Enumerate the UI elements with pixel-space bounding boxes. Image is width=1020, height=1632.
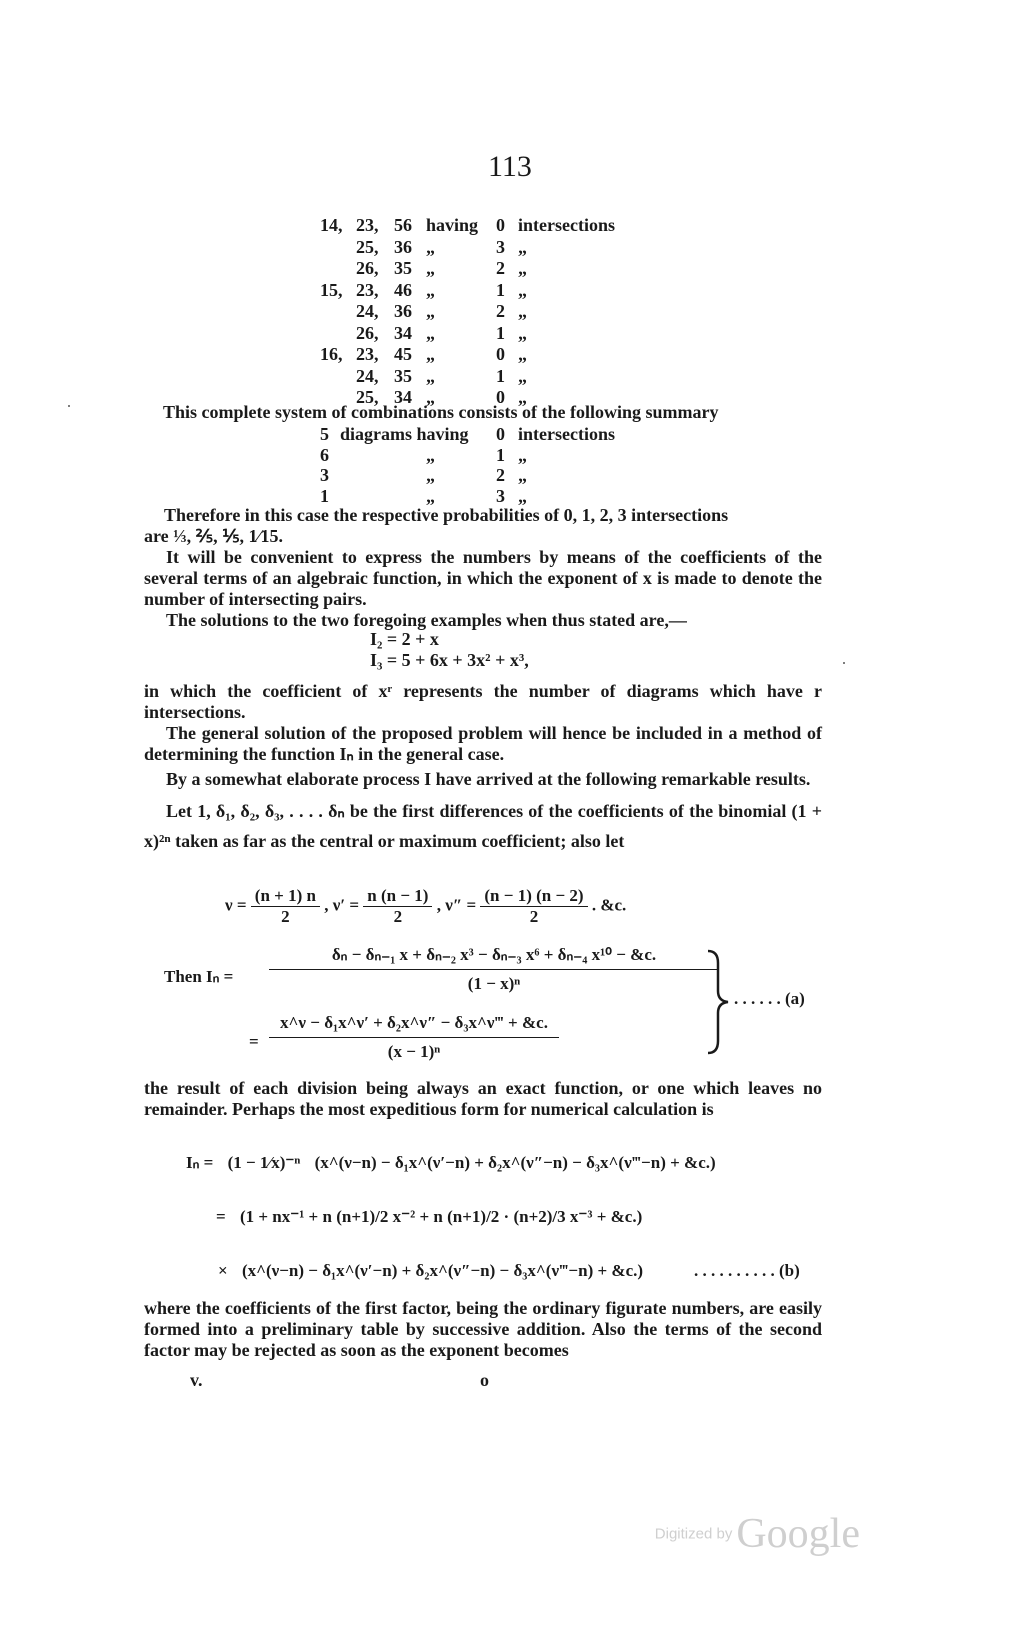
combination-cell-d: „	[426, 279, 435, 300]
summary-row	[320, 486, 650, 507]
combination-cell-b: 26,	[356, 258, 379, 278]
combination-cell-b: 23,	[356, 215, 379, 235]
combination-row	[320, 258, 650, 280]
equation-b-first-factor: (1 − 1⁄x)⁻ⁿ	[227, 1153, 301, 1172]
combination-cell-a: 15,	[320, 279, 343, 300]
equation-a-numerator-2: x^ν − δ₁x^ν′ + δ₂x^ν″ − δ₃x^ν‴ + &c.	[269, 1013, 559, 1038]
combination-cell-d: „	[426, 365, 435, 386]
combination-cell-e: 3	[496, 236, 505, 257]
combination-cell-c: 45	[394, 344, 412, 364]
equation-b-line-2-equals: =	[216, 1207, 226, 1226]
combination-cell-e: 2	[496, 258, 505, 278]
equation-i3: I₃ = 5 + 6x + 3x² + x³,	[370, 650, 529, 670]
combination-cell-b: 23,	[356, 279, 379, 300]
nu-double-prime-fraction: $\frac{(n - 1) (n - 2)}{2}$	[480, 886, 587, 927]
signature-mark-center: o	[480, 1370, 489, 1390]
combination-row	[320, 237, 650, 259]
combination-cell-d: „	[426, 236, 435, 257]
combination-row	[320, 366, 650, 388]
equation-b-lhs: Iₙ =	[186, 1153, 214, 1172]
combination-cell-d: „	[426, 344, 435, 364]
page-number: 113	[488, 150, 532, 183]
combination-cell-b: 23,	[356, 344, 379, 364]
equation-b-line-1	[186, 1153, 716, 1173]
paragraph-solutions: The solutions to the two foregoing examples when thus stated are,—	[166, 610, 687, 630]
combination-cell-e: 0	[496, 215, 505, 235]
paragraph-first-differences: Let 1, δ₁, δ₂, δ₃, . . . . δₙ be the first differences of the coefficients of the binomial (1 + x)²ⁿ taken as far as the central or maximum coefficient; also let	[144, 801, 822, 851]
summary-row	[320, 465, 650, 486]
summary-row	[320, 424, 650, 445]
digitized-watermark	[655, 1510, 860, 1558]
combination-cell-f: „	[518, 344, 527, 364]
equation-b-line-2	[216, 1207, 642, 1227]
combinations-table	[320, 215, 650, 409]
nu-definitions	[225, 886, 626, 927]
summary-cell-a: 5	[320, 424, 329, 444]
combination-cell-f: „	[518, 301, 527, 321]
equation-a	[164, 945, 834, 1075]
summary-cell-e: 1	[496, 444, 505, 465]
combination-row	[320, 215, 650, 237]
combination-cell-b: 26,	[356, 322, 379, 343]
summary-cell-d: „	[426, 465, 435, 485]
combination-cell-d: „	[426, 387, 435, 407]
summary-cell-d: „	[426, 444, 435, 465]
combination-cell-e: 1	[496, 322, 505, 343]
equation-a-denominator-1: (1 − x)ⁿ	[467, 974, 521, 993]
combination-cell-f: „	[518, 236, 527, 257]
combination-cell-c: 36	[394, 301, 412, 321]
combination-row	[320, 344, 650, 366]
equation-b-line-3	[218, 1261, 643, 1281]
equation-b-second-factor: (x^(ν−n) − δ₁x^(ν′−n) + δ₂x^(ν″−n) − δ₃x^(ν‴−n) + &c.)	[314, 1153, 716, 1172]
google-logo: Google	[736, 1511, 860, 1557]
combination-cell-f: „	[518, 387, 527, 407]
combination-row	[320, 280, 650, 302]
combination-cell-e: 0	[496, 387, 505, 407]
equation-a-equals-2: =	[249, 1032, 259, 1051]
combination-cell-d: having	[426, 215, 479, 235]
equation-a-fraction-1	[269, 945, 719, 994]
equation-a-fraction-2	[269, 1013, 559, 1062]
equation-a-denominator-2: (x − 1)ⁿ	[387, 1042, 441, 1061]
paragraph-coefficient-meaning: in which the coefficient of xʳ represents the number of diagrams which have r intersections.	[144, 681, 822, 722]
summary-cell-a: 1	[320, 485, 329, 506]
combination-cell-b: 24,	[356, 365, 379, 386]
combination-cell-c: 56	[394, 215, 412, 235]
print-speck	[68, 405, 70, 407]
combination-cell-b: 24,	[356, 301, 379, 321]
combination-cell-b: 25,	[356, 387, 379, 407]
summary-row	[320, 445, 650, 466]
combination-cell-e: 1	[496, 365, 505, 386]
equation-b	[186, 1145, 826, 1295]
combination-cell-f: „	[518, 365, 527, 386]
summary-cell-e: 3	[496, 485, 505, 506]
equation-b-figurate-series: (1 + nx⁻¹ + n (n+1)/2 x⁻² + n (n+1)/2 · (n+2)/3 x⁻³ + &c.)	[239, 1207, 643, 1226]
watermark-small-text: Digitized by	[654, 1525, 733, 1543]
combination-cell-e: 1	[496, 279, 505, 300]
combination-cell-f: „	[518, 322, 527, 343]
summary-cell-e: 0	[496, 424, 505, 444]
paragraph-probabilities-values: are ⅓, ⅖, ⅕, 1⁄15.	[144, 526, 284, 546]
combination-cell-c: 35	[394, 365, 412, 386]
then-label: Then Iₙ =	[164, 967, 234, 986]
summary-cell-f: „	[518, 444, 527, 465]
paragraph-figurate-numbers: where the coefficients of the first factor, being the ordinary figurate numbers, are easily formed into a preliminary table by successive addition. Also the terms of the second factor may be rejected as soon as the exponent becomes	[144, 1298, 822, 1360]
combination-cell-d: „	[426, 322, 435, 343]
combination-cell-e: 0	[496, 344, 505, 364]
combination-cell-f: intersections	[518, 215, 615, 235]
signature-mark-left: v.	[190, 1370, 203, 1390]
summary-cell-d: diagrams having	[340, 424, 469, 444]
equation-i2: I₂ = 2 + x	[370, 629, 439, 649]
paragraph-exact-function: the result of each division being always an exact function, or one which leaves no remainder. Perhaps the most expeditious form for numerical calculation is	[144, 1078, 822, 1119]
nu-fraction: $\frac{(n + 1) n}{2}$	[251, 886, 320, 927]
summary-cell-e: 2	[496, 465, 505, 485]
combination-cell-a: 14,	[320, 215, 343, 235]
combination-cell-f: „	[518, 258, 527, 278]
paragraph-general-solution: The general solution of the proposed problem will hence be included in a method of determining the function Iₙ in the general case.	[144, 723, 822, 764]
equation-b-power-series: (x^(ν−n) − δ₁x^(ν′−n) + δ₂x^(ν″−n) − δ₃x^(ν‴−n) + &c.)	[241, 1261, 644, 1280]
nu-double-prime-label: , ν″ =	[436, 895, 477, 915]
summary-cell-f: intersections	[518, 424, 615, 444]
combination-cell-a: 16,	[320, 344, 343, 364]
summary-cell-a: 6	[320, 444, 329, 465]
combination-cell-c: 34	[394, 387, 412, 407]
combination-cell-d: „	[426, 258, 435, 278]
summary-intro: This complete system of combinations consists of the following summary	[163, 402, 719, 422]
equation-a-numerator-1: δₙ − δₙ₋₁ x + δₙ₋₂ x³ − δₙ₋₃ x⁶ + δₙ₋₄ x¹⁰ − &c.	[269, 945, 719, 970]
right-brace-icon	[704, 947, 732, 1057]
summary-cell-a: 3	[320, 465, 329, 485]
summary-cell-f: „	[518, 485, 527, 506]
paragraph-coefficients: It will be convenient to express the numbers by means of the coefficients of the several terms of an algebraic function, in which the exponent of x is made to denote the number of intersecting pairs.	[144, 547, 822, 609]
paragraph-remarkable-results: By a somewhat elaborate process I have arrived at the following remarkable results.	[166, 769, 811, 789]
combination-cell-e: 2	[496, 301, 505, 321]
combination-cell-c: 35	[394, 258, 412, 278]
combination-cell-f: „	[518, 279, 527, 300]
combination-cell-d: „	[426, 301, 435, 321]
nu-prime-fraction: $\frac{n (n - 1)}{2}$	[363, 886, 432, 927]
equation-b-tag: . . . . . . . . . . (b)	[694, 1261, 800, 1280]
paragraph-probabilities: Therefore in this case the respective probabilities of 0, 1, 2, 3 intersections	[164, 505, 729, 525]
summary-table	[320, 424, 650, 506]
summary-cell-f: „	[518, 465, 527, 485]
print-speck	[843, 662, 845, 664]
equation-a-tag: . . . . . . (a)	[734, 989, 805, 1008]
equation-b-times: ×	[218, 1261, 228, 1280]
summary-cell-d: „	[426, 485, 435, 506]
nu-label: ν =	[225, 895, 247, 915]
nu-prime-label: , ν′ =	[324, 895, 360, 915]
combination-cell-b: 25,	[356, 236, 379, 257]
combination-cell-c: 36	[394, 236, 412, 257]
combination-cell-c: 46	[394, 279, 412, 300]
combination-row	[320, 323, 650, 345]
combination-row	[320, 301, 650, 323]
combination-cell-c: 34	[394, 322, 412, 343]
nu-etc: . &c.	[591, 895, 627, 915]
